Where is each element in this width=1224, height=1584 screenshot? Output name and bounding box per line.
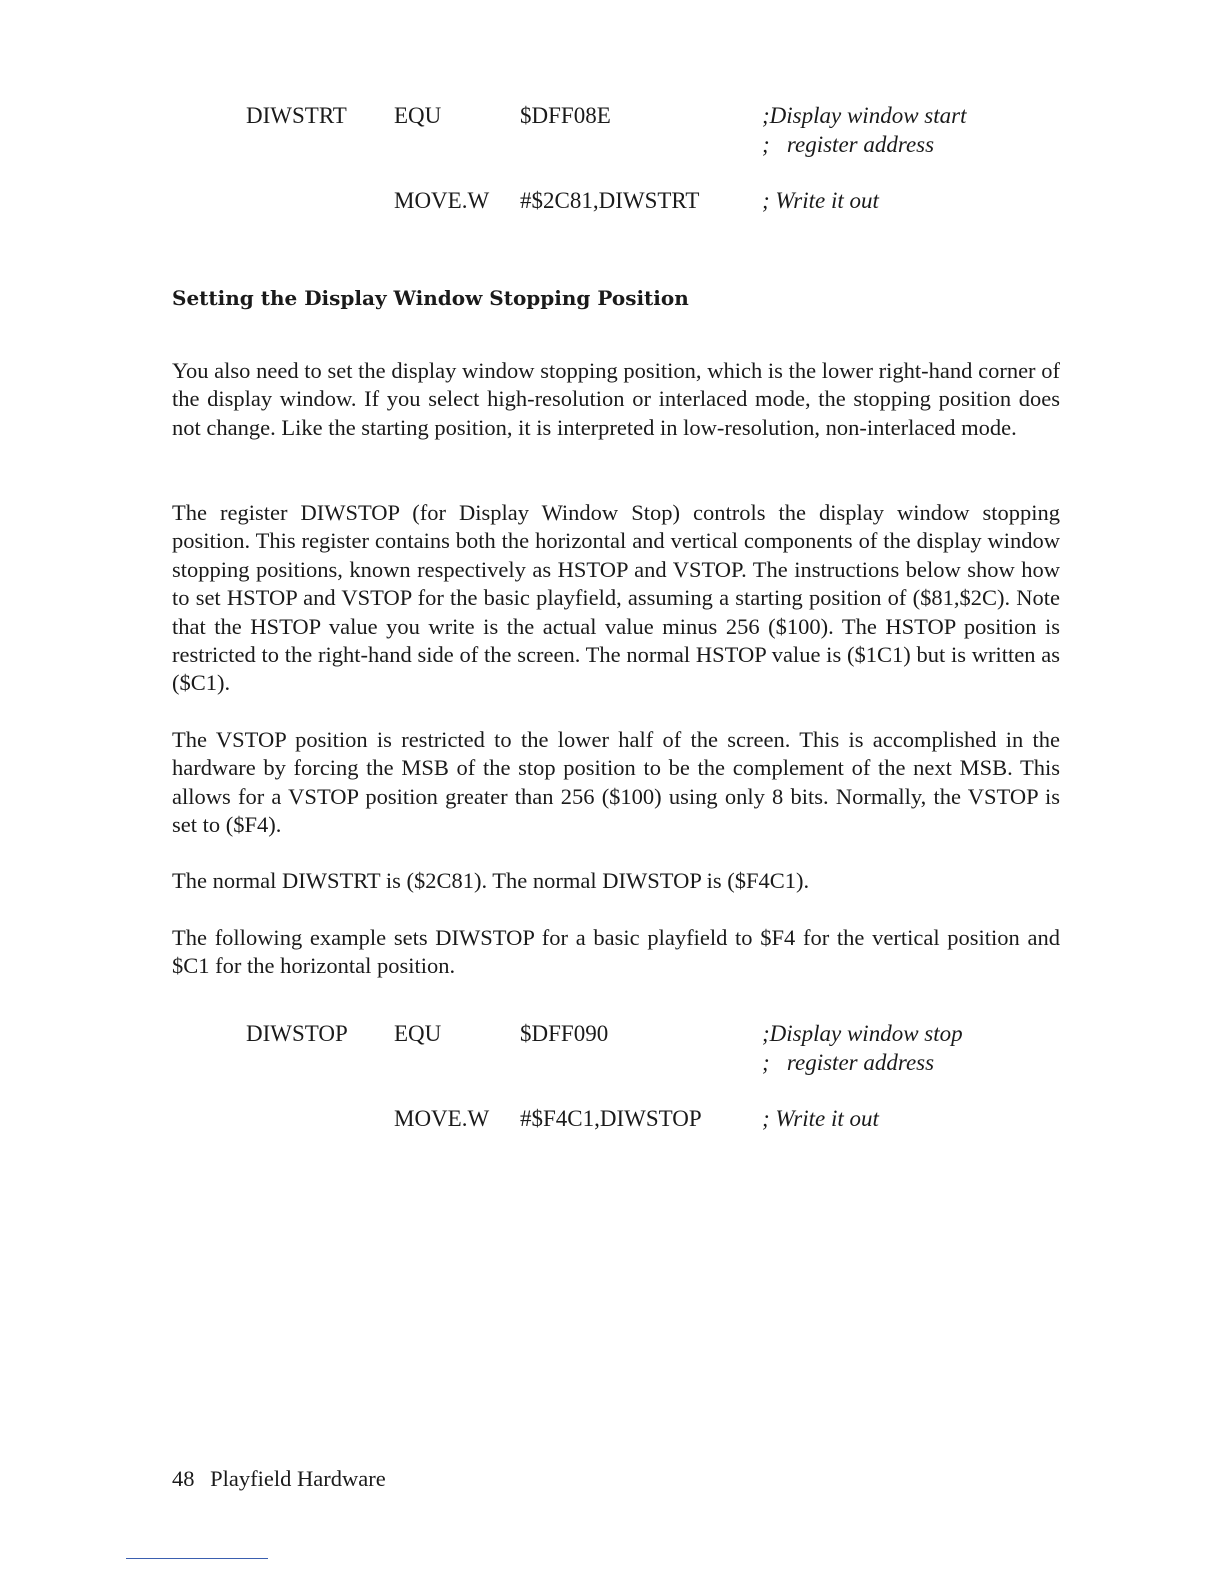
code-line xyxy=(0,132,1224,162)
code-operand: #$2C81,DIWSTRT xyxy=(520,188,700,213)
code-opcode: EQU xyxy=(394,1021,442,1046)
code-operand: $DFF090 xyxy=(520,1021,609,1046)
code-label: DIWSTRT xyxy=(246,103,347,128)
code-comment: ;Display window start xyxy=(762,103,967,128)
code-line xyxy=(0,103,1224,133)
code-label: DIWSTOP xyxy=(246,1021,348,1046)
body-paragraph: The register DIWSTOP (for Display Window Stop) controls the display window stopping position. This register contains both the horizontal and vertical components of the display window stopping positions, known respectively as HSTOP and VSTOP. The instructions below show how to set HSTOP and VSTOP for the basic playfield, assuming a starting position of ($81,$2C). Note that the HSTOP value you write is the actual value minus 256 ($100). The HSTOP position is restricted to the right-hand side of the screen. The normal HSTOP value is ($1C1) but is written as ($C1). xyxy=(172,500,1060,696)
code-line xyxy=(0,188,1224,218)
code-opcode: MOVE.W xyxy=(394,1106,490,1131)
code-operand: $DFF08E xyxy=(520,103,611,128)
page-footer xyxy=(172,1466,386,1492)
code-comment: ; register address xyxy=(762,1050,935,1075)
code-comment: ; Write it out xyxy=(762,1106,879,1131)
section-heading: Setting the Display Window Stopping Position xyxy=(172,286,689,310)
body-paragraph: The normal DIWSTRT is ($2C81). The normal DIWSTOP is ($F4C1). xyxy=(172,868,810,893)
code-line xyxy=(0,1021,1224,1051)
code-line xyxy=(0,1050,1224,1080)
code-opcode: EQU xyxy=(394,103,442,128)
code-opcode: MOVE.W xyxy=(394,188,490,213)
code-comment: ; Write it out xyxy=(762,188,879,213)
footer-rule xyxy=(126,1558,268,1559)
body-paragraph: The VSTOP position is restricted to the lower half of the screen. This is accomplished in the hardware by forcing the MSB of the stop position to be the complement of the next MSB. This allows for a VSTOP position greater than 256 ($100) using only 8 bits. Normally, the VSTOP is set to ($F4). xyxy=(172,727,1060,838)
page-number: 48 xyxy=(172,1466,195,1491)
code-line xyxy=(0,1106,1224,1136)
code-operand: #$F4C1,DIWSTOP xyxy=(520,1106,702,1131)
footer-section-title: Playfield Hardware xyxy=(210,1466,386,1491)
body-paragraph: The following example sets DIWSTOP for a basic playfield to $F4 for the vertical position and $C1 for the horizontal position. xyxy=(172,925,1060,979)
body-paragraph: You also need to set the display window stopping position, which is the lower right-hand corner of the display window. If you select high-resolution or interlaced mode, the stopping position does not change. Like the starting position, it is interpreted in low-resolution, non-interlaced mode. xyxy=(172,358,1060,440)
code-comment: ;Display window stop xyxy=(762,1021,963,1046)
code-comment: ; register address xyxy=(762,132,935,157)
